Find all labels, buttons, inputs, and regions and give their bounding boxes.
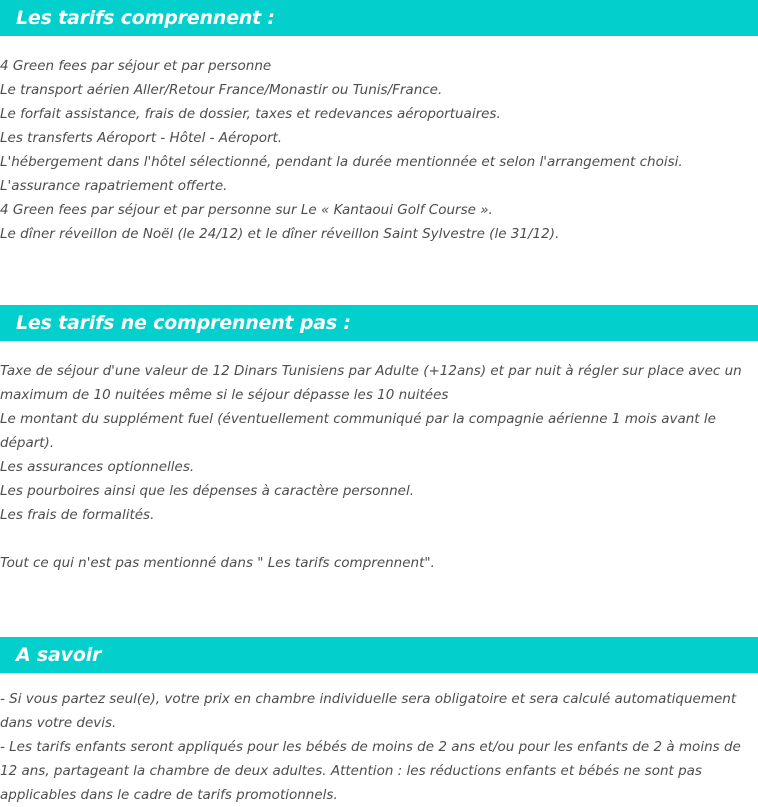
list-item: - Si vous partez seul(e), votre prix en chambre individuelle sera obligatoire et sera calculé automatiquement dans votre devis.: [0, 691, 741, 731]
list-item: Les frais de formalités.: [0, 507, 155, 523]
list-item: Le transport aérien Aller/Retour France/Monastir ou Tunis/France.: [0, 82, 443, 98]
section-body-tarifs-ne-comprennent-pas: [0, 359, 758, 575]
list-item: - Les tarifs enfants seront appliqués pour les bébés de moins de 2 ans et/ou pour les enfants de 2 à moins de 12 ans, partageant la chambre de deux adultes. Attention : les réductions enfants et bébés ne sont pas applicables dans le cadre de tarifs promotionnels.: [0, 739, 746, 803]
section-title: A savoir: [16, 643, 102, 666]
spacer: [0, 673, 758, 687]
section-header-a-savoir: [0, 637, 758, 673]
list-item: Le montant du supplément fuel (éventuellement communiqué par la compagnie aérienne 1 mois avant le départ).: [0, 411, 721, 451]
section-title: Les tarifs comprennent :: [16, 6, 275, 29]
blank-line: [0, 527, 758, 551]
list-item: Les pourboires ainsi que les dépenses à caractère personnel.: [0, 483, 415, 499]
list-item: Les transferts Aéroport - Hôtel - Aéroport.: [0, 130, 283, 146]
list-item: Le forfait assistance, frais de dossier, taxes et redevances aéroportuaires.: [0, 106, 501, 122]
section-header-tarifs-ne-comprennent-pas: [0, 305, 758, 341]
list-item: Les assurances optionnelles.: [0, 459, 195, 475]
list-item: L'assurance rapatriement offerte.: [0, 178, 228, 194]
list-item: 4 Green fees par séjour et par personne: [0, 58, 272, 74]
list-item: L'hébergement dans l'hôtel sélectionné, pendant la durée mentionnée et selon l'arrangement choisi.: [0, 154, 683, 170]
section-header-tarifs-comprennent: [0, 0, 758, 36]
list-item: 4 Green fees par séjour et par personne sur Le « Kantaoui Golf Course ».: [0, 202, 493, 218]
section-body-tarifs-comprennent: [0, 54, 758, 246]
spacer: [0, 575, 758, 637]
list-item: Taxe de séjour d'une valeur de 12 Dinars Tunisiens par Adulte (+12ans) et par nuit à régler sur place avec un maximum de 10 nuitées même si le séjour dépasse les 10 nuitées: [0, 363, 747, 403]
list-item: Le dîner réveillon de Noël (le 24/12) et le dîner réveillon Saint Sylvestre (le 31/12).: [0, 226, 560, 242]
spacer: [0, 341, 758, 359]
section-body-a-savoir: [0, 687, 758, 807]
list-item: Tout ce qui n'est pas mentionné dans " Les tarifs comprennent".: [0, 555, 435, 571]
spacer: [0, 246, 758, 305]
section-title: Les tarifs ne comprennent pas :: [16, 311, 351, 334]
spacer: [0, 36, 758, 54]
